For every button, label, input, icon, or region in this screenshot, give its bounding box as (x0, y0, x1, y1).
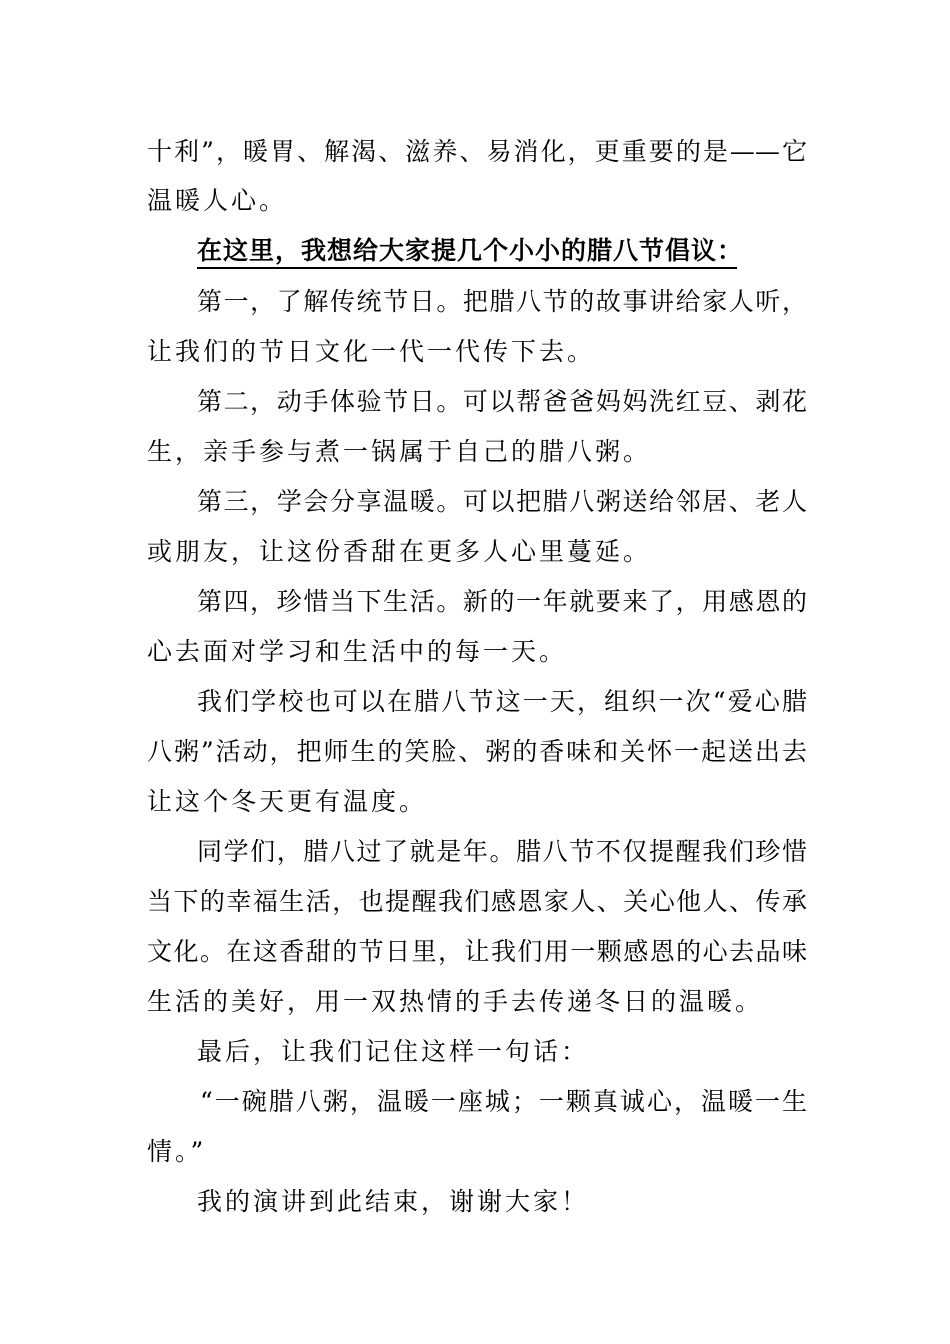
text-line: 温暖人心。 (147, 186, 288, 215)
text-line: 或朋友，让这份香甜在更多人心里蔓延。 (147, 537, 652, 566)
text-line: 让这个冬天更有温度。 (147, 787, 428, 816)
text-line: 最后，让我们记住这样一句话： (197, 1037, 590, 1066)
text-line: 第四，珍惜当下生活。新的一年就要来了，用感恩的 (197, 587, 807, 616)
text-line: 第二，动手体验节日。可以帮爸爸妈妈洗红豆、剥花 (197, 387, 807, 416)
section-heading: 在这里，我想给大家提几个小小的腊八节倡议： (197, 236, 737, 269)
text-line: 让我们的节日文化一代一代传下去。 (147, 337, 596, 366)
text-line: 第三，学会分享温暖。可以把腊八粥送给邻居、老人 (197, 487, 807, 516)
text-line: 心去面对学习和生活中的每一天。 (147, 637, 568, 666)
quote-line: “一碗腊八粥，温暖一座城；一颗真诚心，温暖一生 (200, 1087, 807, 1116)
text-line: 当下的幸福生活，也提醒我们感恩家人、关心他人、传承 (147, 887, 807, 916)
text-line: 我们学校也可以在腊八节这一天，组织一次“爱心腊 (197, 687, 807, 716)
text-line: 文化。在这香甜的节日里，让我们用一颗感恩的心去品味 (147, 937, 807, 966)
quote-line: 情。” (147, 1137, 207, 1166)
text-line: 十利”，暖胃、解渴、滋养、易消化，更重要的是——它 (147, 137, 807, 166)
text-line: 八粥”活动，把师生的笑脸、粥的香味和关怀一起送出去 (147, 737, 807, 766)
closing-line: 我的演讲到此结束，谢谢大家！ (197, 1187, 590, 1216)
text-line: 同学们，腊八过了就是年。腊八节不仅提醒我们珍惜 (197, 837, 807, 866)
text-line: 生，亲手参与煮一锅属于自己的腊八粥。 (147, 437, 652, 466)
text-line: 第一，了解传统节日。把腊八节的故事讲给家人听， (197, 287, 807, 316)
text-line: 生活的美好，用一双热情的手去传递冬日的温暖。 (147, 987, 764, 1016)
